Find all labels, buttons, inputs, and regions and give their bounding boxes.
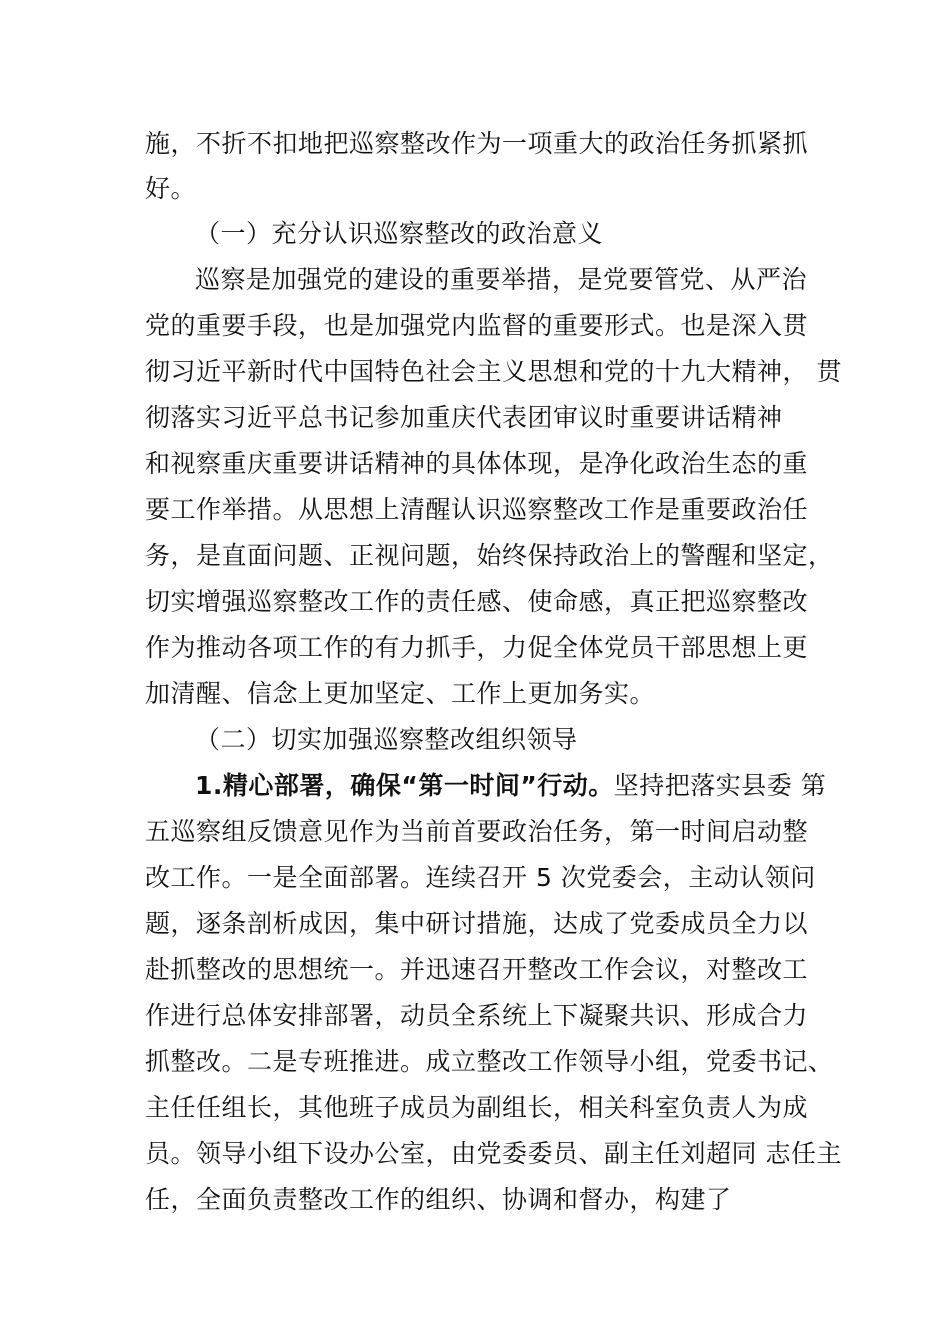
text-line: 赴抓整改的思想统一。并迅速召开整改工作会议，对整改工: [145, 955, 809, 984]
text-line: 彻落实习近平总书记参加重庆代表团审议时重要讲话精神: [145, 403, 783, 432]
text-line: 作为推动各项工作的有力抓手，力促全体党员干部思想上更: [145, 633, 809, 662]
text-line: 彻习近平新时代中国特色社会主义思想和党的十九大精神， 贯: [145, 357, 842, 386]
text-line: 五巡察组反馈意见作为当前首要政治任务，第一时间启动整: [145, 817, 809, 846]
text-line: 改工作。一是全面部署。连续召开 5 次党委会，主动认领问: [145, 863, 816, 892]
paragraph-first-line: [195, 770, 826, 802]
text-line: 务，是直面问题、正视问题，始终保持政治上的警醒和坚定，: [145, 541, 834, 570]
section-heading: （一）充分认识巡察整改的政治意义: [195, 219, 604, 248]
section-heading: （二）切实加强巡察整改组织领导: [195, 725, 578, 754]
text-line: 和视察重庆重要讲话精神的具体体现，是净化政治生态的重: [145, 449, 809, 478]
text-line: 好。: [145, 174, 197, 203]
text-line: 党的重要手段，也是加强党内监督的重要形式。也是深入贯: [145, 311, 809, 340]
text-line: 员。领导小组下设办公室，由党委委员、副主任刘超同 志任主: [145, 1139, 842, 1168]
text-line: 切实增强巡察整改工作的责任感、使命感，真正把巡察整改: [145, 587, 809, 616]
line-continuation: 坚持把落实县委 第: [613, 771, 827, 800]
text-line: 题，逐条剖析成因，集中研讨措施，达成了党委成员全力以: [145, 909, 809, 938]
paragraph-first-line: 巡察是加强党的建设的重要举措，是党要管党、从严治: [195, 265, 808, 294]
text-line: 加清醒、信念上更加坚定、工作上更加务实。: [145, 679, 656, 708]
text-line: 要工作举措。从思想上清醒认识巡察整改工作是重要政治任: [145, 495, 809, 524]
text-line: 作进行总体安排部署，动员全系统上下凝聚共识、形成合力: [145, 1001, 809, 1030]
text-line: 任，全面负责整改工作的组织、协调和督办，构建了: [145, 1185, 732, 1214]
text-line: 抓整改。二是专班推进。成立整改工作领导小组，党委书记、: [145, 1047, 834, 1076]
bold-lead-in: 1.精心部署，确保“第一时间”行动。: [195, 771, 614, 800]
text-line: 主任任组长，其他班子成员为副组长，相关科室负责人为成: [145, 1093, 809, 1122]
text-line: 施，不折不扣地把巡察整改作为一项重大的政治任务抓紧抓: [145, 129, 809, 158]
